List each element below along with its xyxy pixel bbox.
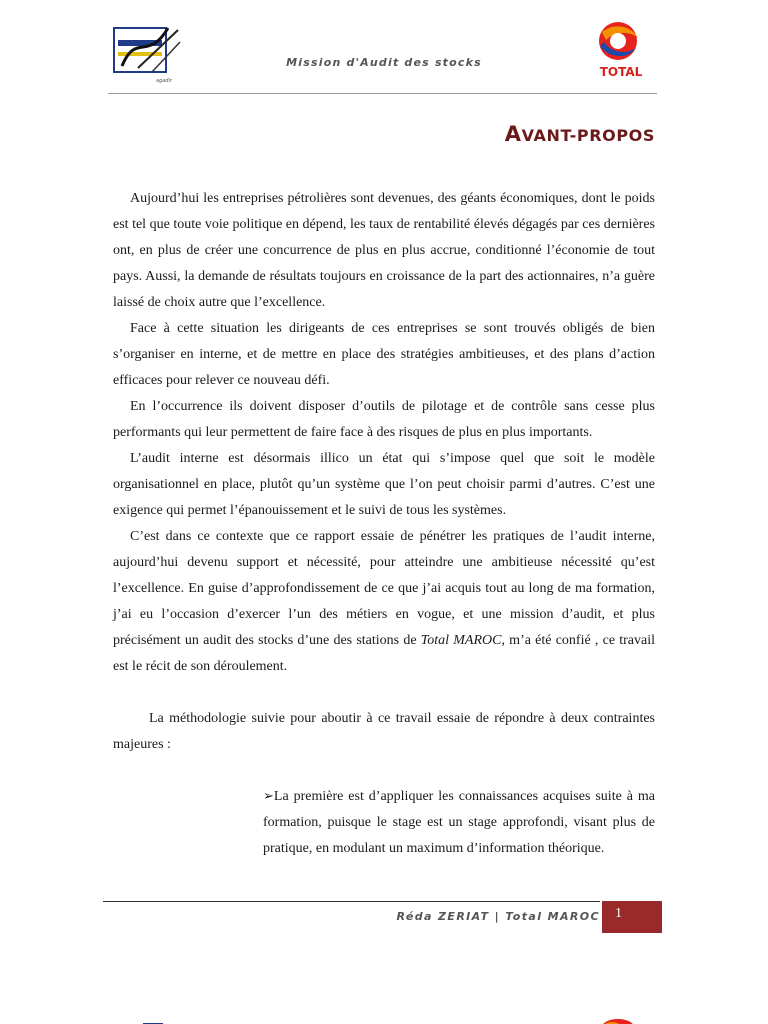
title-first-letter: A <box>504 122 522 146</box>
total-logo-icon <box>588 18 654 82</box>
paragraph-1: Aujourd’hui les entreprises pétrolières sont devenues, des géants économiques, dont le poids est tel que toute voie politique en dépend, les taux de rentabilité élevés dégagés par ces dernières ont, en plus de créer une concurrence de plus en plus accrue, conditionné l’économie de tout pays. Aussi, la demande de résultats toujours en croissance de la part des actionnaires, n’a guère laissé de choix autre que l’excellence. <box>113 191 655 310</box>
header-divider <box>108 93 657 94</box>
page-title <box>505 122 655 146</box>
paragraph-5 <box>113 524 655 680</box>
next-page-total-logo-icon <box>598 1014 638 1024</box>
footer-author: Réda ZERIAT | Total MAROC <box>396 910 600 923</box>
paragraph-3: En l’occurrence ils doivent disposer d’outils de pilotage et de contrôle sans cesse plus performants qui leur permettent de faire face à des risques de plus en plus importants. <box>113 399 655 440</box>
bullet-item <box>263 783 655 862</box>
svg-text:agadir: agadir <box>156 78 172 84</box>
paragraph-5-part-a: C’est dans ce contexte que ce rapport essaie de pénétrer les pratiques de l’audit interne, aujourd’hui devenu support et nécessité, pour atteindre une ambitieuse nécessité qu’est l’excellence. En guise d’approfondissement de ce que j’ai acquis tout au long de ma formation, j’ai eu l’occasion d’exercer l’un des métiers en vogue, et une mission d’audit, et plus précisément un audit des stocks d’une des stations de <box>113 529 655 648</box>
paragraph-5-part-b: , m’a été confié , ce travail est le récit de son déroulement. <box>113 633 656 674</box>
paragraph-4: L’audit interne est désormais illico un état qui s’impose quel que soit le modèle organisationnel en place, plutôt qu’un système que l’on peut choisir parmi d’autres. C’est une exigence qui permet l’épanouissement et le suivi de tous les systèmes. <box>113 451 655 518</box>
paragraph-methodology: La méthodologie suivie pour aboutir à ce travail essaie de répondre à deux contraintes majeures : <box>113 711 655 752</box>
title-part-2: PROPOS <box>576 126 655 145</box>
header-title: Mission d'Audit des stocks <box>286 56 482 69</box>
company-name: Total MAROC <box>420 633 502 648</box>
paragraph-2: Face à cette situation les dirigeants de ces entreprises se sont trouvés obligés de bien s’organiser en interne, et de mettre en place des stratégies ambitieuses, et des plans d’action efficaces pour relever ce nouveau défi. <box>113 321 655 388</box>
bullet-text: La première est d’appliquer les connaissances acquises suite à ma formation, puisque le stage est un stage approfondi, visant plus de pratique, en modulant un maximum d’information théorique. <box>263 789 655 856</box>
institution-logo-icon <box>108 22 186 84</box>
total-logo-text: TOTAL <box>599 65 643 79</box>
next-page-institution-logo-icon <box>113 1017 173 1024</box>
page-number-badge <box>602 901 662 933</box>
arrow-bullet-icon: ➢ <box>263 788 274 803</box>
title-dash: - <box>569 126 577 145</box>
title-part-1: VANT <box>521 126 570 145</box>
bullet-list <box>263 783 655 862</box>
page-number: 1 <box>615 906 622 921</box>
footer-divider <box>103 901 600 902</box>
body-text <box>113 186 655 758</box>
